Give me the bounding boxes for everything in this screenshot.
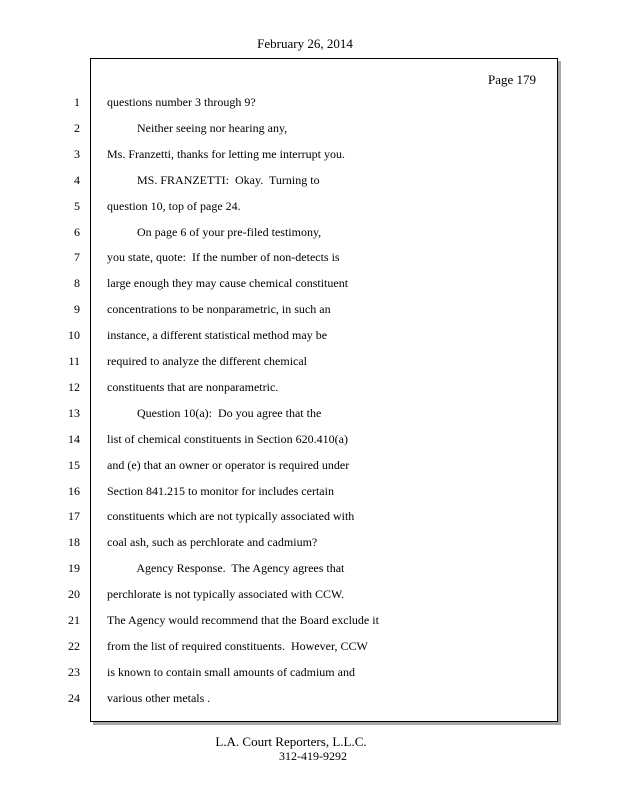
line-number: 22	[68, 639, 80, 653]
court-reporter-phone: 312-419-9292	[279, 749, 347, 763]
line-number: 4	[74, 173, 80, 187]
transcript-line: On page 6 of your pre-filed testimony,	[107, 225, 322, 239]
transcript-line: and (e) that an owner or operator is required under	[107, 458, 350, 472]
line-number: 19	[68, 561, 80, 575]
line-number: 21	[68, 613, 80, 627]
transcript-line: perchlorate is not typically associated with CCW.	[107, 587, 345, 601]
transcript-line: constituents which are not typically associated with	[107, 509, 355, 523]
line-number: 15	[68, 458, 80, 472]
transcript-line: Neither seeing nor hearing any,	[107, 121, 288, 135]
line-number: 2	[74, 121, 80, 135]
transcript-line: list of chemical constituents in Section 620.410(a)	[107, 432, 348, 446]
line-number: 18	[68, 535, 80, 549]
line-number: 24	[68, 691, 80, 705]
line-number: 6	[74, 225, 80, 239]
transcript-line: concentrations to be nonparametric, in such an	[107, 302, 331, 316]
transcript-line: Agency Response. The Agency agrees that	[107, 561, 345, 575]
line-number: 23	[68, 665, 80, 679]
transcript-line: is known to contain small amounts of cadmium and	[107, 665, 355, 679]
line-number: 1	[74, 95, 80, 109]
transcript-line: required to analyze the different chemical	[107, 354, 308, 368]
transcript-line: various other metals .	[107, 691, 211, 705]
line-number: 13	[68, 406, 80, 420]
transcript-line: constituents that are nonparametric.	[107, 380, 279, 394]
line-number: 12	[68, 380, 80, 394]
line-number: 7	[74, 250, 80, 264]
court-reporter-name: L.A. Court Reporters, L.L.C.	[215, 734, 367, 749]
line-number: 14	[68, 432, 80, 446]
transcript-line: Section 841.215 to monitor for includes certain	[107, 484, 334, 498]
line-number: 20	[68, 587, 80, 601]
transcript-date: February 26, 2014	[257, 36, 353, 51]
line-number: 9	[74, 302, 80, 316]
transcript-line: MS. FRANZETTI: Okay. Turning to	[107, 173, 320, 187]
line-number: 8	[74, 276, 80, 290]
line-number: 5	[74, 199, 80, 213]
transcript-line: from the list of required constituents. However, CCW	[107, 639, 368, 653]
page-number: Page 179	[488, 72, 537, 87]
transcript-line: The Agency would recommend that the Board exclude it	[107, 613, 379, 627]
transcript-line: instance, a different statistical method may be	[107, 328, 328, 342]
transcript-line: large enough they may cause chemical constituent	[107, 276, 349, 290]
line-number: 16	[68, 484, 80, 498]
transcript-line: Question 10(a): Do you agree that the	[107, 406, 322, 420]
line-number: 3	[74, 147, 80, 161]
transcript-line: Ms. Franzetti, thanks for letting me interrupt you.	[107, 147, 345, 161]
line-number: 10	[68, 328, 80, 342]
transcript-line: coal ash, such as perchlorate and cadmium?	[107, 535, 318, 549]
transcript-line: question 10, top of page 24.	[107, 199, 241, 213]
line-number: 17	[68, 509, 80, 523]
transcript-line: questions number 3 through 9?	[107, 95, 256, 109]
transcript-line: you state, quote: If the number of non-detects is	[107, 250, 340, 264]
line-number: 11	[68, 354, 80, 368]
